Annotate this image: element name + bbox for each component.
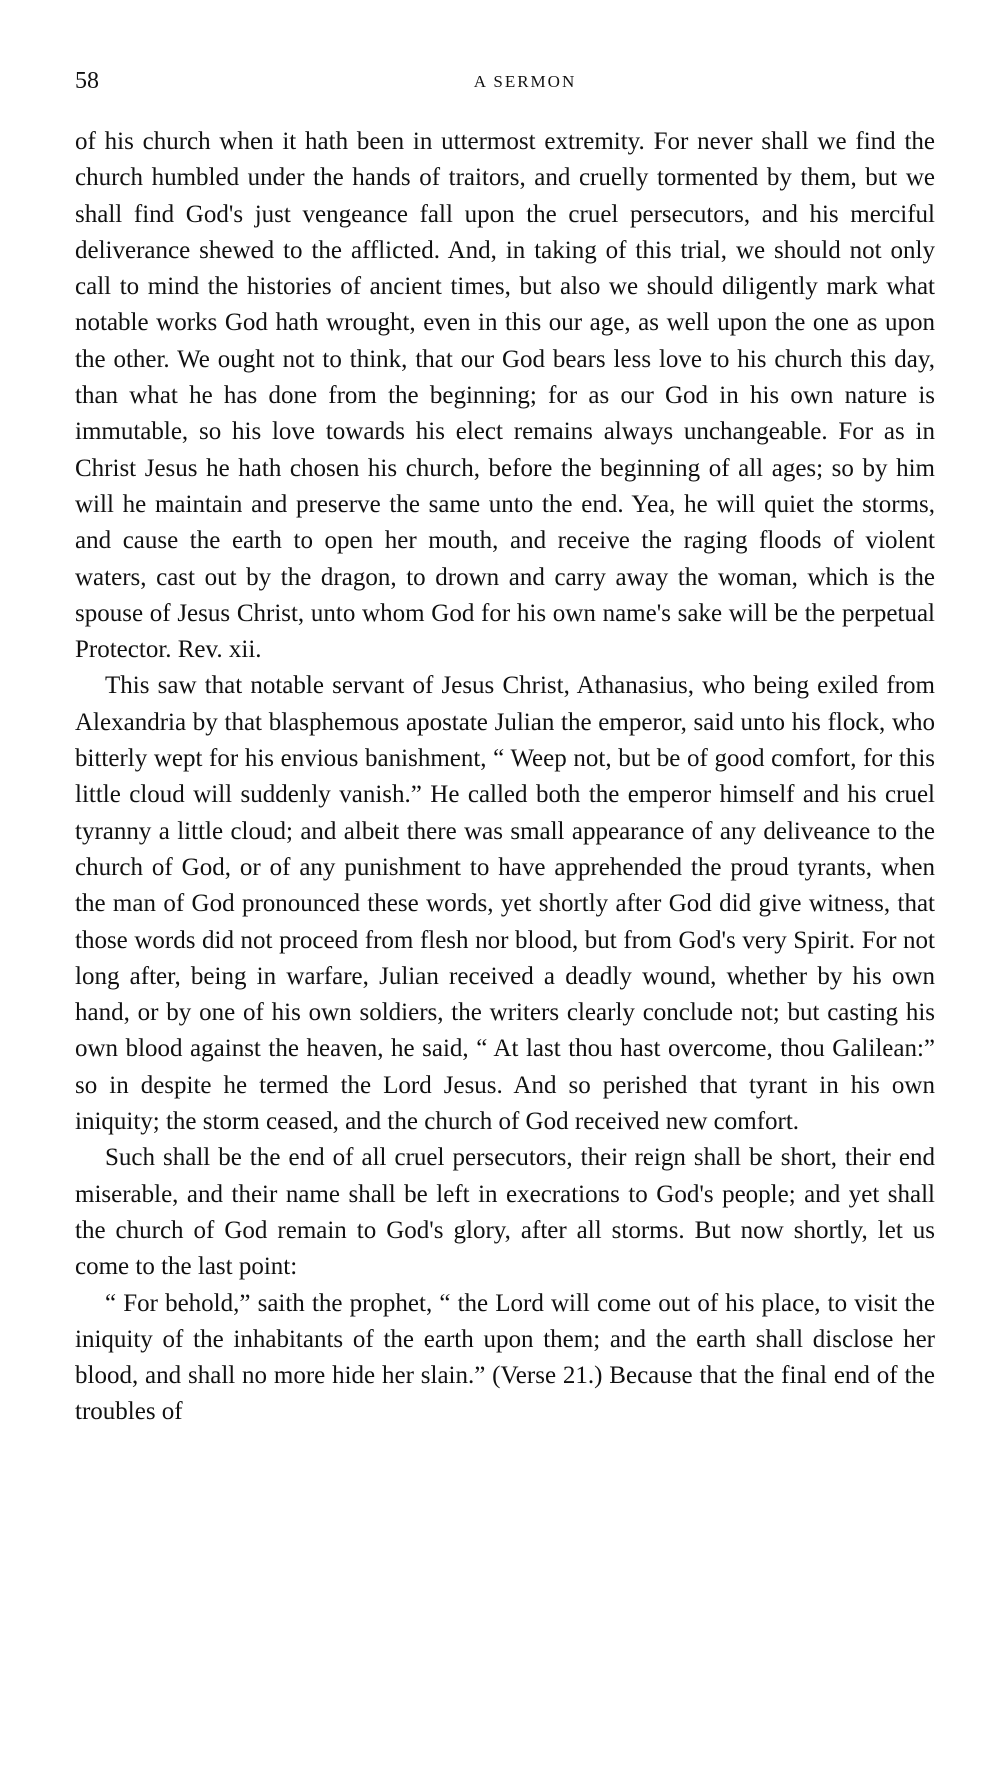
paragraph-continuation: of his church when it hath been in uttermost extremity. For never shall we find the church humbled under the hands of traitors, and cruelly tormented by them, but we shall find God's just vengeance fall upon the cruel persecutors, and his merciful deliverance shewed to the afflicted. And, in taking of this trial, we should not only call to mind the histories of ancient times, but also we should diligently mark what notable works God hath wrought, even in this our age, as well upon the one as upon the other. We ought not to think, that our God bears less love to his church this day, than what he has done from the beginning; for as our God in his own nature is immutable, so his love towards his elect remains always unchangeable. For as in Christ Jesus he hath chosen his church, before the beginning of all ages; so by him will he maintain and preserve the same unto the end. Yea, he will quiet the storms, and cause the earth to open her mouth, and receive the raging floods of violent waters, cast out by the dragon, to drown and carry away the woman, which is the spouse of Jesus Christ, unto whom God for his own name's sake will be the perpetual Protector. Rev. xii. [75,128,935,664]
paragraph-athanasius: This saw that notable servant of Jesus Christ, Athanasius, who being exiled from Alexandria by that blasphemous apostate Julian the emperor, said unto his flock, who bitterly wept for his envious banishment, “ Weep not, but be of good comfort, for this little cloud will suddenly vanish.” He called both the emperor himself and his cruel tyranny a little cloud; and albeit there was small appearance of any deliveance to the church of God, or of any punishment to have apprehended the proud tyrants, when the man of God pronounced these words, yet shortly after God did give witness, that those words did not proceed from flesh nor blood, but from God's very Spirit. For not long after, being in warfare, Julian received a deadly wound, whether by his own hand, or by one of his own soldiers, the writers clearly conclude not; but casting his own blood against the heaven, he said, “ At last thou hast overcome, thou Galilean:” so in despite he termed the Lord Jesus. And so perished that tyrant in his own iniquity; the storm ceased, and the church of God received new comfort. [75,672,935,1136]
paragraph-persecutors: Such shall be the end of all cruel persecutors, their reign shall be short, their end miserable, and their name shall be left in execrations to God's people; and yet shall the church of God remain to God's glory, after all storms. But now shortly, let us come to the last point: [75,1144,935,1281]
paragraph-verse-21: “ For behold,” saith the prophet, “ the Lord will come out of his place, to visit the iniquity of the inhabitants of the earth upon them; and the earth shall disclose her blood, and shall no more hide her slain.” (Verse 21.) Because that the final end of the troubles of [75,1289,935,1426]
page-header [75,66,935,100]
page-number: 58 [75,68,99,94]
body-text [75,124,935,1431]
running-head: A SERMON [473,72,577,91]
